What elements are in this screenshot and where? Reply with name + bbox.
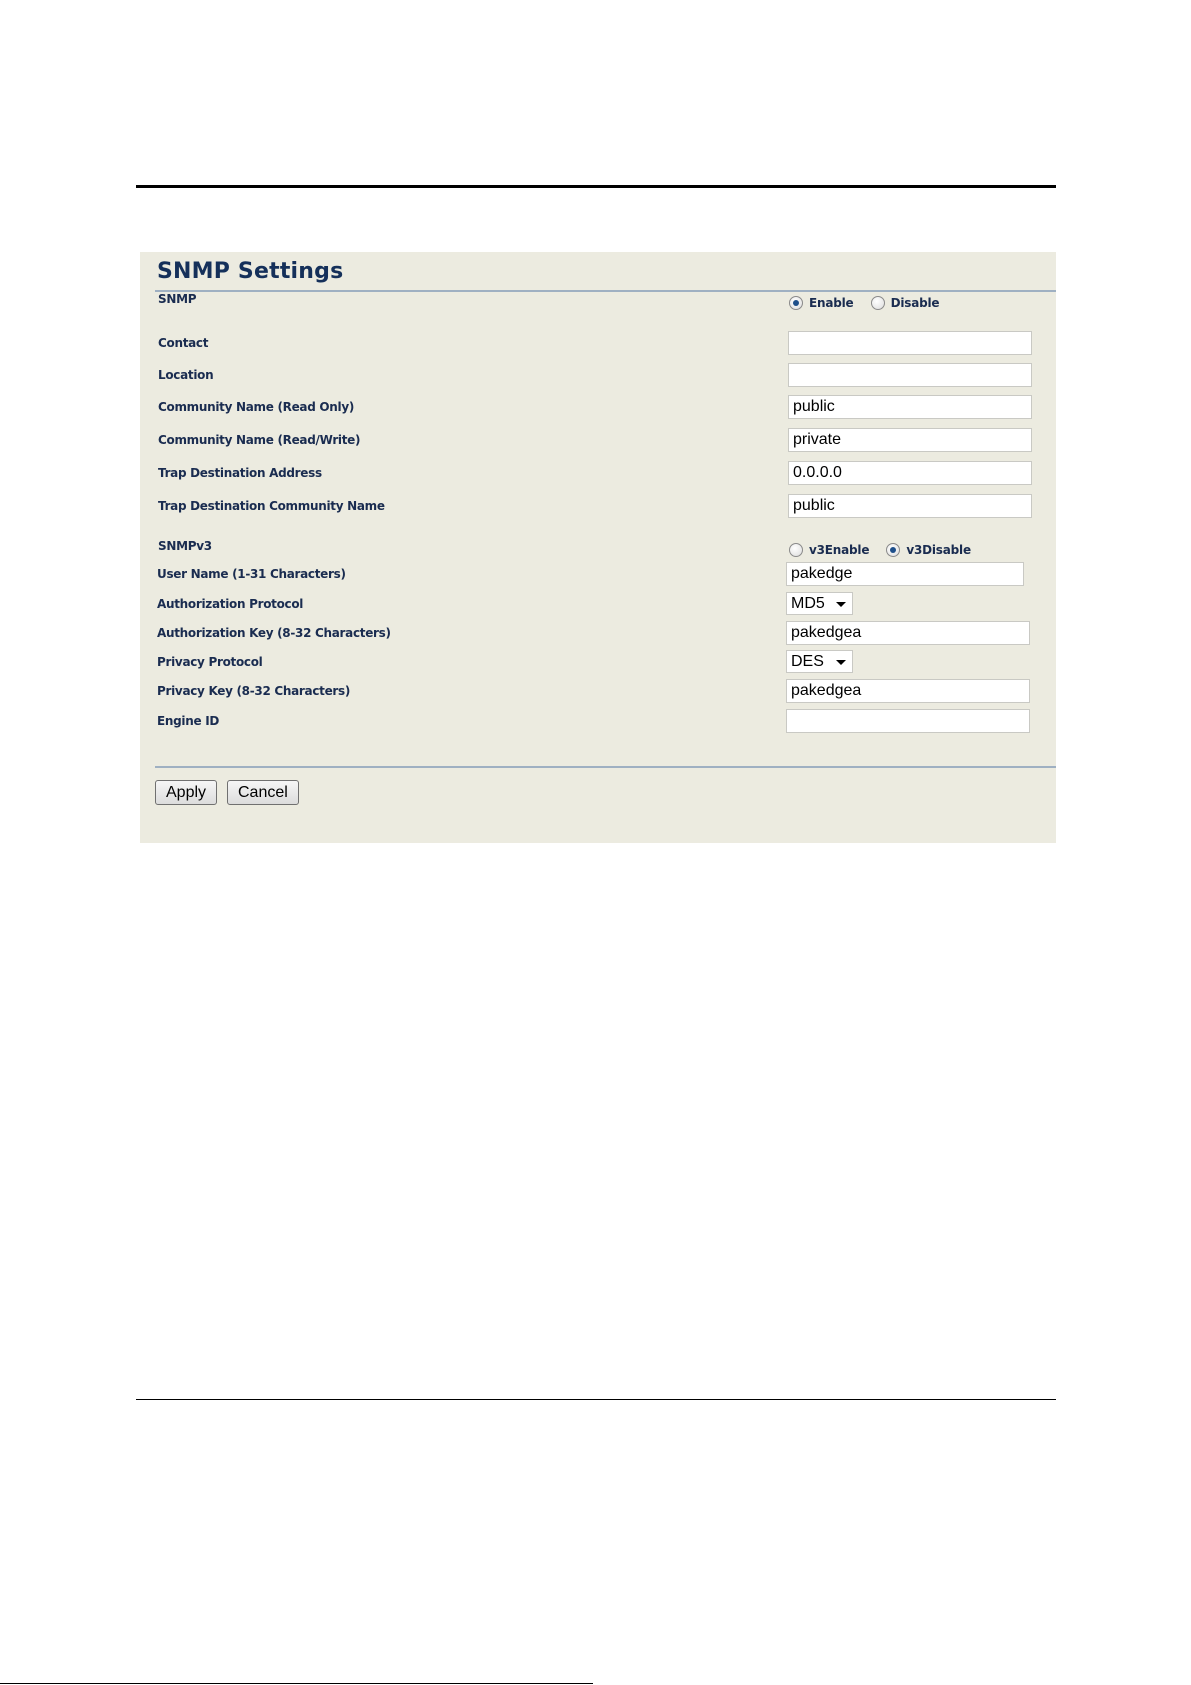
- page-bottom-rule: [136, 1399, 1056, 1400]
- snmpv3-radio-group: [789, 539, 983, 559]
- auth-protocol-select[interactable]: [786, 592, 853, 615]
- engine-id-input[interactable]: [786, 709, 1030, 733]
- bottom-divider: [155, 766, 1056, 768]
- snmp-enable-label[interactable]: Enable: [809, 295, 854, 310]
- location-row: [140, 370, 1056, 394]
- privacy-protocol-row: [140, 649, 1056, 673]
- community-ro-row: [140, 398, 1056, 427]
- contact-row: [140, 338, 1056, 362]
- v3disable-label[interactable]: v3Disable: [906, 542, 971, 557]
- page-footnote-rule: [0, 1683, 593, 1684]
- trap-community-label: Trap Destination Community Name: [158, 499, 385, 513]
- engine-id-row: [140, 708, 1056, 732]
- auth-key-input[interactable]: pakedgea: [786, 621, 1030, 645]
- apply-button[interactable]: Apply: [155, 780, 217, 805]
- auth-protocol-value: MD5: [791, 595, 825, 612]
- snmp-row: [140, 288, 1056, 312]
- auth-key-row: [140, 620, 1056, 644]
- privacy-protocol-label: Privacy Protocol: [157, 655, 263, 669]
- chevron-down-icon: [836, 602, 846, 607]
- chevron-down-icon: [836, 660, 846, 665]
- snmp-enable-radio[interactable]: [789, 296, 803, 310]
- privacy-protocol-value: DES: [791, 653, 824, 670]
- contact-label: Contact: [158, 336, 209, 350]
- user-name-row: [140, 561, 1056, 585]
- engine-id-label: Engine ID: [157, 714, 220, 728]
- snmpv3-label: SNMPv3: [158, 539, 212, 553]
- snmp-label: SNMP: [158, 292, 197, 306]
- community-ro-input[interactable]: public: [788, 395, 1032, 419]
- trap-address-row: [140, 464, 1056, 491]
- contact-input[interactable]: [788, 331, 1032, 355]
- privacy-key-input[interactable]: pakedgea: [786, 679, 1030, 703]
- page-top-rule: [136, 185, 1056, 188]
- trap-address-label: Trap Destination Address: [158, 466, 322, 480]
- trap-community-row: [140, 499, 1056, 523]
- privacy-key-label: Privacy Key (8-32 Characters): [157, 684, 351, 698]
- auth-protocol-label: Authorization Protocol: [157, 597, 304, 611]
- location-input[interactable]: [788, 363, 1032, 387]
- v3enable-radio[interactable]: [789, 543, 803, 557]
- v3enable-label[interactable]: v3Enable: [809, 542, 870, 557]
- community-ro-label: Community Name (Read Only): [158, 400, 355, 414]
- snmpv3-row: [140, 531, 1056, 555]
- community-rw-row: [140, 431, 1056, 459]
- trap-address-input[interactable]: 0.0.0.0: [788, 461, 1032, 485]
- location-label: Location: [158, 368, 214, 382]
- privacy-key-row: [140, 678, 1056, 702]
- privacy-protocol-select[interactable]: [786, 650, 853, 673]
- v3disable-radio[interactable]: [886, 543, 900, 557]
- user-name-input[interactable]: pakedge: [786, 562, 1024, 586]
- snmp-settings-panel: [140, 252, 1056, 843]
- community-rw-label: Community Name (Read/Write): [158, 433, 361, 447]
- community-rw-input[interactable]: private: [788, 428, 1032, 452]
- user-name-label: User Name (1-31 Characters): [157, 567, 346, 581]
- panel-title: SNMP Settings: [157, 259, 344, 284]
- auth-protocol-row: [140, 591, 1056, 615]
- auth-key-label: Authorization Key (8-32 Characters): [157, 626, 391, 640]
- snmp-radio-group: [789, 292, 951, 312]
- snmp-disable-label[interactable]: Disable: [890, 295, 940, 310]
- cancel-button[interactable]: Cancel: [227, 780, 299, 805]
- trap-community-input[interactable]: public: [788, 494, 1032, 518]
- snmp-disable-radio[interactable]: [871, 296, 885, 310]
